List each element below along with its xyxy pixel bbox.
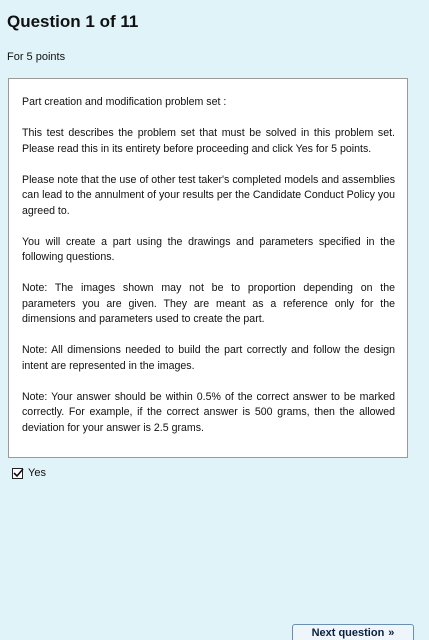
proportion-note: Note: The images shown may not be to proportion depending on the parameters you are given. They are meant as a reference only for the dimensions and parameters used to create the part.	[22, 282, 395, 325]
conduct-policy-paragraph: Please note that the use of other test taker's completed models and assemblies can lead to the annulment of your results per the Candidate Conduct Policy you agreed to.	[22, 173, 395, 217]
yes-label: Yes	[28, 467, 46, 479]
double-chevron-right-icon: »	[388, 627, 395, 639]
checkmark-icon	[12, 467, 24, 479]
next-question-button[interactable]	[292, 624, 414, 640]
question-title: Question 1 of 11	[7, 12, 139, 31]
tolerance-note: Note: Your answer should be within 0.5% of the correct answer to be marked correctly. For example, if the correct answer is 500 grams, then the allowed deviation for your answer is 2.5 grams.	[22, 390, 395, 434]
instructions-paragraph: This test describes the problem set that must be solved in this problem set. Please read this in its entirety before proceeding and click Yes for 5 points.	[22, 127, 395, 155]
question-points: For 5 points	[7, 51, 66, 63]
intro-heading: Part creation and modification problem set :	[22, 96, 227, 108]
task-paragraph: You will create a part using the drawings and parameters specified in the following questions.	[22, 235, 395, 263]
dimensions-note: Note: All dimensions needed to build the part correctly and follow the design intent are represented in the images.	[22, 344, 395, 372]
yes-option[interactable]	[12, 467, 46, 479]
question-content-box	[8, 78, 408, 458]
next-question-label: Next question	[311, 627, 385, 639]
yes-checkbox[interactable]	[12, 468, 23, 479]
